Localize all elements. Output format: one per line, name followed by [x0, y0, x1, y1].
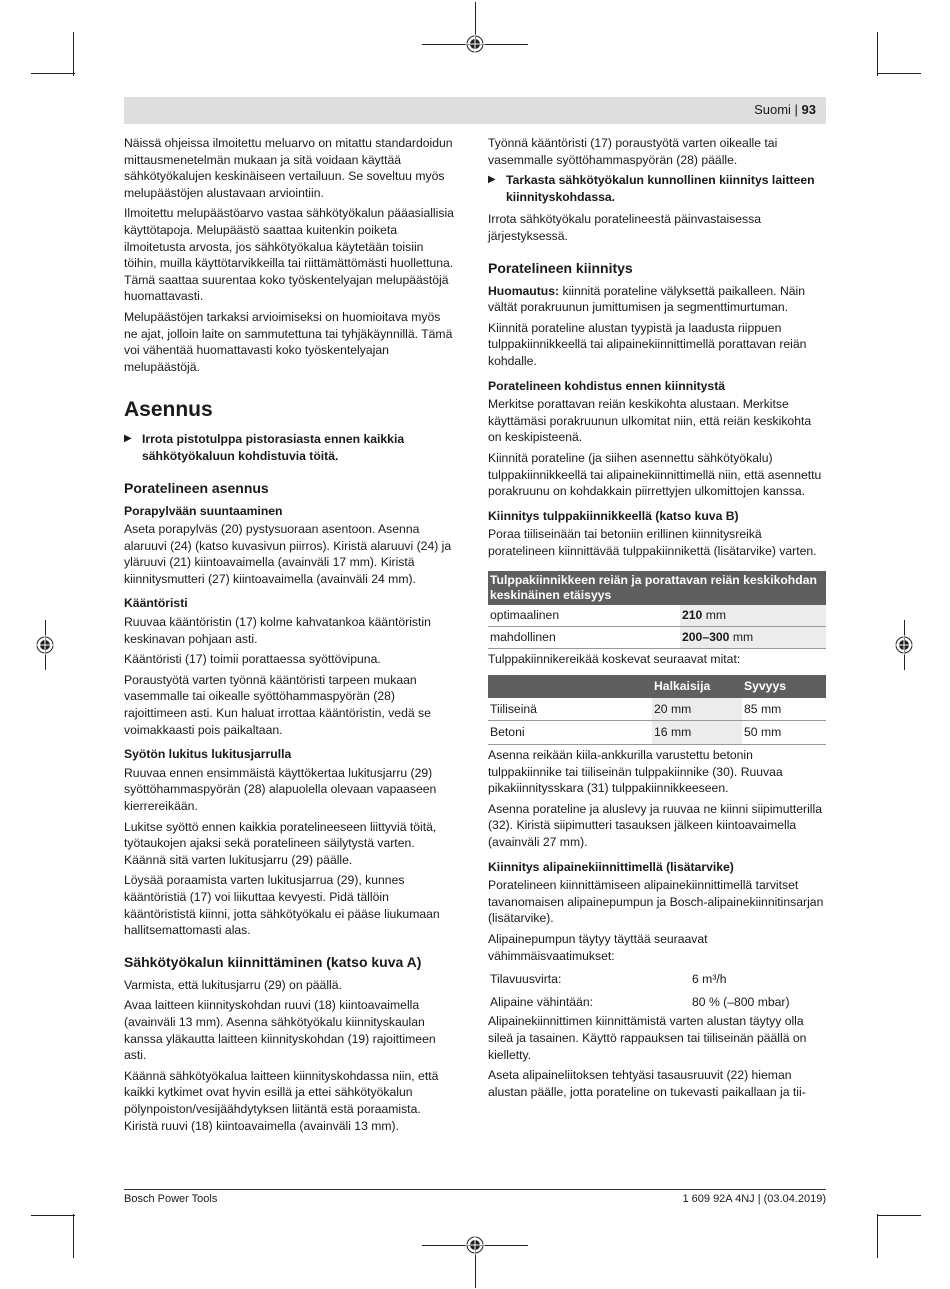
paragraph: Kiinnitä porateline alustan tyypistä ja laadusta riippuen tulppakiinnikkeellä tai alipainekiinnittimellä porattavan reiän kohdalle.: [488, 320, 807, 368]
paragraph: Asenna porateline ja aluslevy ja ruuvaa ne kiinni siipimutterilla (32). Kiristä siipimutteri tasauksen jälkeen kiintoavaimella (avainväli 27 mm).: [488, 801, 822, 849]
table-header: Tulppakiinnikkeen reiän ja porattavan reiän keskikohdan keskinäinen etäisyys: [488, 571, 826, 605]
table-cell: Tilavuusvirta:: [490, 972, 562, 987]
page-number: 93: [801, 102, 816, 117]
paragraph: Melupäästöjen tarkaksi arvioimiseksi on huomioitava myös ne ajat, jolloin laite on sammutettuna tai tyhjäkäynnillä. Tämä voi vähentää huomattavasti koko työskentelyajan melupäästöjä.: [124, 309, 453, 374]
table-row: [488, 627, 826, 649]
header-language: Suomi: [754, 102, 791, 117]
table-cell: 85 mm: [742, 698, 826, 721]
paragraph: Alipainekiinnittimen kiinnittämistä varten alustan täytyy olla sileä ja tasainen. Käyttö rappauksen tai tiiliseinän päällä on kielletty.: [488, 1014, 807, 1062]
paragraph: Näissä ohjeissa ilmoitettu meluarvo on mitattu standardoidun mittausmenetelmän mukaan ja sitä voidaan käyttää sähkötyökalujen keskinäiseen vertailuun. Se soveltuu myös melupäästöjen alustavaan arviointiin.: [124, 136, 453, 200]
paragraph: Löysää poraamista varten lukitusjarrua (29), kunnes kääntöristiä (17) voi liikuttaa kevyesti. Pidä tällöin kääntörististä kiinni, jotta sähkötyökalu ei pääse liukumaan hallitsemattomasti alas.: [124, 873, 440, 938]
page-footer: [124, 1189, 826, 1205]
table-row: [488, 605, 826, 626]
paragraph: [488, 283, 828, 316]
crop-mark: [31, 1215, 75, 1216]
header-text: Suomi | 93: [754, 102, 816, 117]
note-label: Huomautus:: [488, 283, 560, 298]
paragraph: Käännä sähkötyökalua laitteen kiinnityskohdassa niin, että kaikki kytkimet ovat hyvin esillä ja ettei sähkötyökalun pölynpoiston/vesijäähdytyksen liitäntä estä poraamista. Kiristä ruuvi (18) kiintoavaimella (avainväli 13 mm).: [124, 1068, 439, 1133]
table-row: [488, 698, 826, 721]
paragraph: Poraa tiiliseinään tai betoniin erillinen kiinnitysreikä poratelineen kiinnittävää tulppakiinnikettä (lisätarvike) varten.: [488, 527, 817, 558]
paragraph: Kiinnitä porateline (ja siihen asennettu sähkötyökalu) tulppakiinnikkeellä tai alipainekiinnittimellä niin, että asennettu porakruunu on kohdakkain piirrettyjen ulkomittojen kanssa.: [488, 450, 822, 499]
table-row: [488, 721, 826, 745]
table-row: [488, 968, 826, 991]
subsection-heading: Porapylvään suuntaaminen: [124, 503, 283, 518]
subsection-heading: Kiinnitys alipainekiinnittimellä (lisätarvike): [488, 859, 734, 874]
paragraph: Irrota sähkötyökalu poratelineestä päinvastaisessa järjestyksessä.: [488, 212, 762, 243]
table-cell: mahdollinen: [488, 627, 680, 649]
paragraph: Avaa laitteen kiinnityskohdan ruuvi (18) kiintoavaimella (avainväli 13 mm). Asenna sähkötyökalu kiinnityskaulan kanssa yläkautta laitteen kiinnityskohdan (19) rajoittimeen asti.: [124, 998, 436, 1063]
table-cell: 210 mm: [680, 605, 826, 626]
subsection-heading: Kiinnitys tulppakiinnikkeellä (katso kuva B): [488, 508, 739, 523]
registration-mark-icon: [465, 1235, 485, 1255]
table-cell: 20 mm: [652, 698, 742, 721]
page-header: [124, 97, 826, 124]
crop-mark: [877, 32, 878, 76]
paragraph: Merkitse porattavan reiän keskikohta alustaan. Merkitse käyttämäsi porakruunun ulkomitat niin, että reiän keskikohta on keskipisteenä.: [488, 397, 812, 445]
paragraph: Kääntöristi (17) toimii porattaessa syöttövipuna.: [124, 652, 381, 667]
registration-mark-icon: [465, 34, 485, 54]
paragraph: Poratelineen kiinnittämiseen alipainekiinnittimellä tarvitset tavanomaisen alipainepumpun ja Bosch-alipainekiinnitinsarjan (lisätarvike).: [488, 878, 824, 926]
crop-mark: [877, 73, 921, 74]
table-cell: 80 % (–800 mbar): [692, 994, 790, 1009]
subsection-heading: Poratelineen kohdistus ennen kiinnitystä: [488, 378, 726, 393]
warning-bullet: ▶ Irrota pistotulppa pistorasiasta ennen kaikkia sähkötyökaluun kohdistuvia töitä.: [124, 431, 454, 464]
crop-mark: [73, 1214, 74, 1258]
paragraph: Alipainepumpun täytyy täyttää seuraavat vähimmäisvaatimukset:: [488, 931, 708, 963]
table-header-cell: Halkaisija: [652, 675, 742, 698]
section-heading: Poratelineen asennus: [124, 479, 269, 496]
paragraph: Varmista, että lukitusjarru (29) on päällä.: [124, 977, 342, 992]
table-cell: Tiiliseinä: [488, 698, 652, 721]
paragraph: Aseta alipaineliitoksen tehtyäsi tasausruuvit (22) hieman alustan päälle, jotta porateline on tukevasti paikallaan ja tii-: [488, 1068, 806, 1099]
paragraph: Ruuvaa ennen ensimmäistä käyttökertaa lukitusjarru (29) syöttöhammaspyörän (28) alapuolella olevaan vapaaseen kierrereikään.: [124, 765, 437, 813]
paragraph: Asenna reikään kiila-ankkurilla varustettu betonin tulppakiinnike tai tiiliseinän tulppakiinnike (30). Ruuvaa pikakiinnitysskara (31) tulppakiinnikkeeseen.: [488, 748, 783, 796]
table-cell: optimaalinen: [488, 605, 680, 626]
paragraph: Tulppakiinnikereikää koskevat seuraavat mitat:: [488, 651, 741, 666]
table-header-cell: [488, 675, 652, 698]
table-header-row: [488, 675, 826, 698]
footer-brand: Bosch Power Tools: [124, 1193, 218, 1205]
pump-requirements-table: [488, 968, 826, 1013]
section-heading: Poratelineen kiinnitys: [488, 259, 633, 276]
table-cell: 6 m³/h: [692, 972, 727, 987]
crop-mark: [73, 32, 74, 76]
distance-table: [488, 571, 826, 648]
table-row: [488, 991, 826, 1014]
right-column: [488, 135, 828, 1104]
table-header-cell: Syvyys: [742, 675, 826, 698]
note-text: kiinnitä porateline välyksettä paikalleen. Näin vältät porakruunun jumittumisen ja segmenttimurtuman.: [488, 283, 806, 315]
paragraph: Ilmoitettu melupäästöarvo vastaa sähkötyökalun pääasiallisia käyttötapoja. Melupäästö saattaa kuitenkin poiketa ilmoitetusta arvosta, jos sähkötyökalua käytetään toisiin töihin, muilla käyttötarvikkeilla tai riittämättömästi huollettuna. Tämä saattaa suurentaa koko työskentelyajan melupäästöjä huomattavasti.: [124, 206, 454, 304]
paragraph: Poraustyötä varten työnnä kääntöristi tarpeen mukaan vasemmalle tai oikealle syöttöhammaspyörän (28) rajoittimeen asti. Kun haluat irrottaa kääntöristin, vedä se voimakkaasti pois paikaltaan.: [124, 672, 431, 737]
table-cell: Betoni: [488, 721, 652, 745]
crop-mark: [31, 73, 75, 74]
table-cell: 50 mm: [742, 721, 826, 745]
footer-doc-id: 1 609 92A 4NJ | (03.04.2019): [682, 1193, 826, 1205]
paragraph: Aseta porapylväs (20) pystysuoraan asentoon. Asenna alaruuvi (24) (katso kuvasivun piirros). Kiristä alaruuvi (24) ja yläruuvi (21) kiintoavaimella (avainväli 17 mm). Kiristä kiinnitysmutteri (27) kiintoavaimella (avainväli 24 mm).: [124, 522, 452, 586]
registration-mark-icon: [894, 635, 914, 655]
section-heading: Asennus: [124, 398, 213, 422]
paragraph: Lukitse syöttö ennen kaikkia poratelineeseen liittyviä töitä, työtaukojen ajaksi sekä poratelineen säilytystä varten. Käännä sitä varten lukitusjarru (29) päälle.: [124, 819, 437, 867]
subsection-heading: Syötön lukitus lukitusjarrulla: [124, 747, 292, 762]
section-heading: Sähkötyökalun kiinnittäminen (katso kuva A): [124, 953, 422, 970]
crop-mark: [877, 1214, 878, 1258]
left-column: [124, 135, 454, 1138]
paragraph: Ruuvaa kääntöristin (17) kolme kahvatankoa kääntöristin keskinavan pohjaan asti.: [124, 615, 431, 646]
warning-bullet: ▶ Tarkasta sähkötyökalun kunnollinen kiinnitys laitteen kiinnityskohdassa.: [488, 172, 828, 205]
dimension-table: [488, 675, 826, 745]
paragraph: Työnnä kääntöristi (17) poraustyötä varten oikealle tai vasemmalle syöttöhammaspyörän (28) päälle.: [488, 136, 778, 167]
table-cell: Alipaine vähintään:: [490, 994, 593, 1009]
crop-mark: [877, 1215, 921, 1216]
registration-mark-icon: [35, 635, 55, 655]
table-cell: 200–300 mm: [680, 627, 826, 649]
table-cell: 16 mm: [652, 721, 742, 745]
subsection-heading: Kääntöristi: [124, 596, 188, 611]
